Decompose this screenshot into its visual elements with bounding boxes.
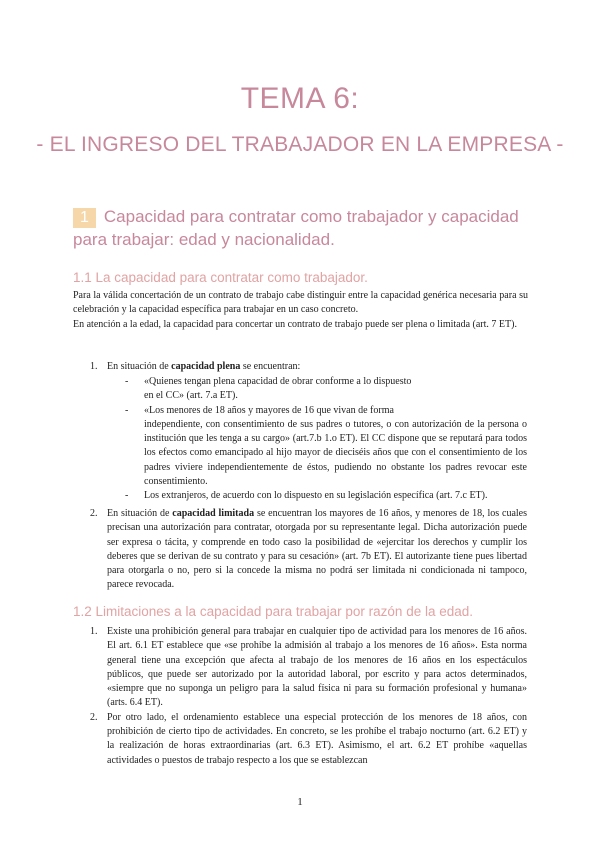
bullet-text: «Quienes tengan plena capacidad de obrar conforme a lo dispuesto [144,376,412,387]
bold-term: capacidad plena [171,361,241,372]
bullet-text: Los extranjeros, de acuerdo con lo dispuesto en su legislación específica (art. 7.c ET). [144,490,488,502]
list-number: 1. [90,361,98,372]
list-item-text: Por otro lado, el ordenamiento establece una especial protección de los menores de 18 años, con prohibición de cierto tipo de actividades. En concreto, se les prohíbe el trabajo nocturno (art. 6.2 ET) y la realización de horas extraordinarias (art. 6.3 ET). Asimismo, el art. 6.2 ET prohíbe «aquellas actividades o puestos de trabajo respecto a los que se establezcan [107,711,527,766]
list-item-text: se encuentran: [240,361,301,372]
list-number: 1. [90,626,98,637]
subsection-heading-1-2: 1.2 Limitaciones a la capacidad para trabajar por razón de la edad. [73,604,474,619]
intro-text: Para la válida concertación de un contrato de trabajo cabe distinguir entre la capacidad genérica necesaria para su celebración y la capacidad específica para trabajar en un caso concreto. [73,290,528,316]
dash-marker: - [125,490,129,502]
page-title: TEMA 6: [240,82,360,115]
bullet-text: independiente, con consentimiento de sus padres o tutores, o con autorización de la persona o institución que les tenga a su cargo» (art.7.b 1.o ET). El CC dispone que se reputará para todos los efectos como emancipado al hijo mayor de dieciséis años que con el consentimiento de los padres viviere independientemente de éstos, pudiendo no obstante los padres revocar este consentimiento. [144,418,527,488]
dash-marker: - [125,404,129,416]
page-subtitle: - EL INGRESO DEL TRABAJADOR EN LA EMPRESA - [36,133,564,156]
bullet-text: «Los menores de 18 años y mayores de 16 que vivan de forma [144,404,394,416]
section-heading [73,205,543,251]
numbered-list-2 [90,625,527,768]
list-number: 2. [90,508,98,519]
intro-text-2: En atención a la edad, la capacidad para concertar un contrato de trabajo puede ser plena o limitada (art. 7 ET). [73,318,517,330]
numbered-list-1 [90,360,527,374]
numbered-list-1-item-2 [90,507,527,593]
section-number-badge: 1 [73,208,96,228]
bullet-list [125,375,527,504]
list-item [90,711,527,768]
list-item [90,625,527,711]
bold-term: capacidad limitada [172,508,255,519]
list-number: 2. [90,711,98,723]
list-item [90,507,527,593]
list-item-text: se encuentran los mayores de 16 años, y menores de 18, los cuales precisan una autorización para contratar, otorgada por su representante legal. Dicha autorización puede ser expresa o tácita, y comprende en todo caso la posibilidad de «ejercitar los derechos y cumplir los deberes que se derivan de su contrato y para su cesación» (art. 7b ET). El autorizante tiene pues libertad para otorgarla o no, pero si la concede la misma no podrá ser limitada ni condicionada ni tampoco, parece revocada. [107,508,527,591]
list-item-text: Existe una prohibición general para trabajar en cualquier tipo de actividad para los menores de 16 años. El art. 6.1 ET establece que «se prohíbe la admisión al trabajo a los menores de 16 años». Esta norma general tiene una excepción que afecta al trabajo de los menores de 16 años en los espectáculos públicos, que puede ser autorizado por la autoridad laboral, por escrito y para actos determinados, «siempre que no suponga un peligro para la salud física ni para su formación profesional y humana» (arts. 6.4 ET). [107,626,527,709]
section-title: Capacidad para contratar como trabajador y capacidad para trabajar: edad y nacionalidad. [73,207,519,249]
bullet-item [125,404,527,490]
dash-marker: - [125,376,129,387]
subsection-heading-1-1: 1.1 La capacidad para contratar como trabajador. [73,270,368,285]
bullet-text: en el CC» (art. 7.a ET). [144,390,238,402]
list-item-text: En situación de [107,361,172,372]
bullet-item [125,375,527,404]
list-item-text: En situación de [107,508,173,519]
page-number: 1 [297,796,303,808]
intro-paragraph [73,289,528,332]
bullet-item [125,489,527,503]
list-item [90,360,527,374]
